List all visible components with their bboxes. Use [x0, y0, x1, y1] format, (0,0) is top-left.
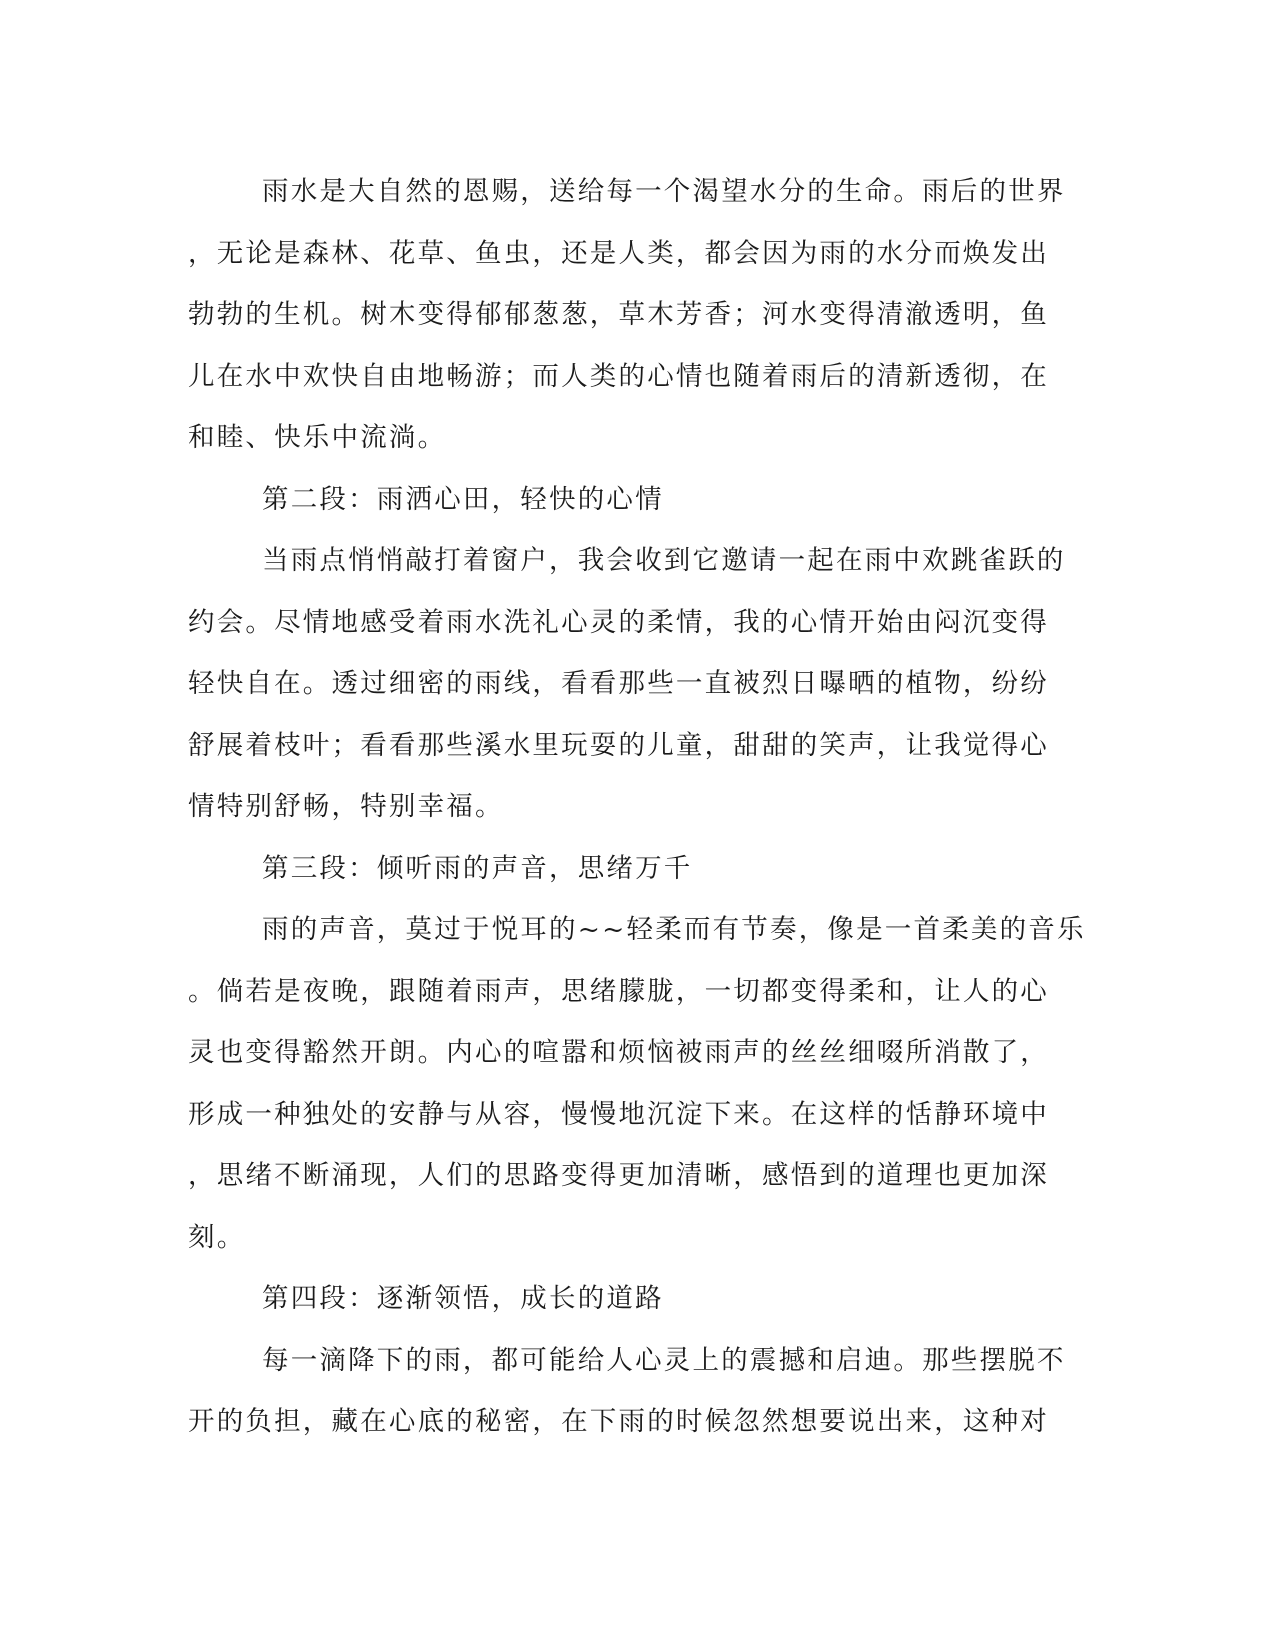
paragraph-1-line-2: ，无论是森林、花草、鱼虫，还是人类，都会因为雨的水分而焕发出 — [188, 237, 1049, 269]
paragraph-1-line-4: 儿在水中欢快自由地畅游；而人类的心情也随着雨后的清新透彻，在 — [188, 360, 1049, 392]
paragraph-2-line-1: 当雨点悄悄敲打着窗户，我会收到它邀请一起在雨中欢跳雀跃的 — [262, 545, 1066, 576]
paragraph-4-line-1: 每一滴降下的雨，都可能给人心灵上的震撼和启迪。那些摆脱不 — [262, 1344, 1066, 1376]
section-2-heading: 第二段：雨洒心田，轻快的心情 — [262, 483, 664, 515]
paragraph-2-line-5: 情特别舒畅，特别幸福。 — [188, 791, 504, 822]
paragraph-3-line-4: 形成一种独处的安静与从容，慢慢地沉淀下来。在这样的恬静环境中 — [188, 1098, 1049, 1130]
paragraph-3-line-1: 雨的声音，莫过于悦耳的~~轻柔而有节奏，像是一首柔美的音乐 — [262, 914, 1086, 945]
paragraph-3-line-3: 灵也变得豁然开朗。内心的喧嚣和烦恼被雨声的丝丝细啜所消散了， — [188, 1037, 1049, 1068]
paragraph-2-line-2: 约会。尽情地感受着雨水洗礼心灵的柔情，我的心情开始由闷沉变得 — [188, 606, 1049, 638]
document-body — [188, 161, 1086, 1453]
paragraph-2-line-3: 轻快自在。透过细密的雨线，看看那些一直被烈日曝晒的植物，纷纷 — [188, 668, 1049, 699]
paragraph-2-line-4: 舒展着枝叶；看看那些溪水里玩耍的儿童，甜甜的笑声，让我觉得心 — [188, 729, 1049, 761]
paragraph-3-line-2: 。倘若是夜晚，跟随着雨声，思绪朦胧，一切都变得柔和，让人的心 — [188, 975, 1049, 1007]
paragraph-1-line-5: 和睦、快乐中流淌。 — [188, 422, 447, 453]
paragraph-1-line-1: 雨水是大自然的恩赐，送给每一个渴望水分的生命。雨后的世界 — [262, 176, 1066, 207]
paragraph-3-line-6: 刻。 — [188, 1221, 246, 1253]
paragraph-3-line-5: ，思绪不断涌现，人们的思路变得更加清晰，感悟到的道理也更加深 — [188, 1160, 1049, 1191]
section-3-heading: 第三段：倾听雨的声音，思绪万千 — [262, 852, 693, 884]
paragraph-1-line-3: 勃勃的生机。树木变得郁郁葱葱，草木芳香；河水变得清澈透明，鱼 — [188, 299, 1049, 330]
paragraph-4-line-2: 开的负担，藏在心底的秘密，在下雨的时候忽然想要说出来，这种对 — [188, 1406, 1049, 1437]
section-4-heading: 第四段：逐渐领悟，成长的道路 — [262, 1283, 664, 1314]
